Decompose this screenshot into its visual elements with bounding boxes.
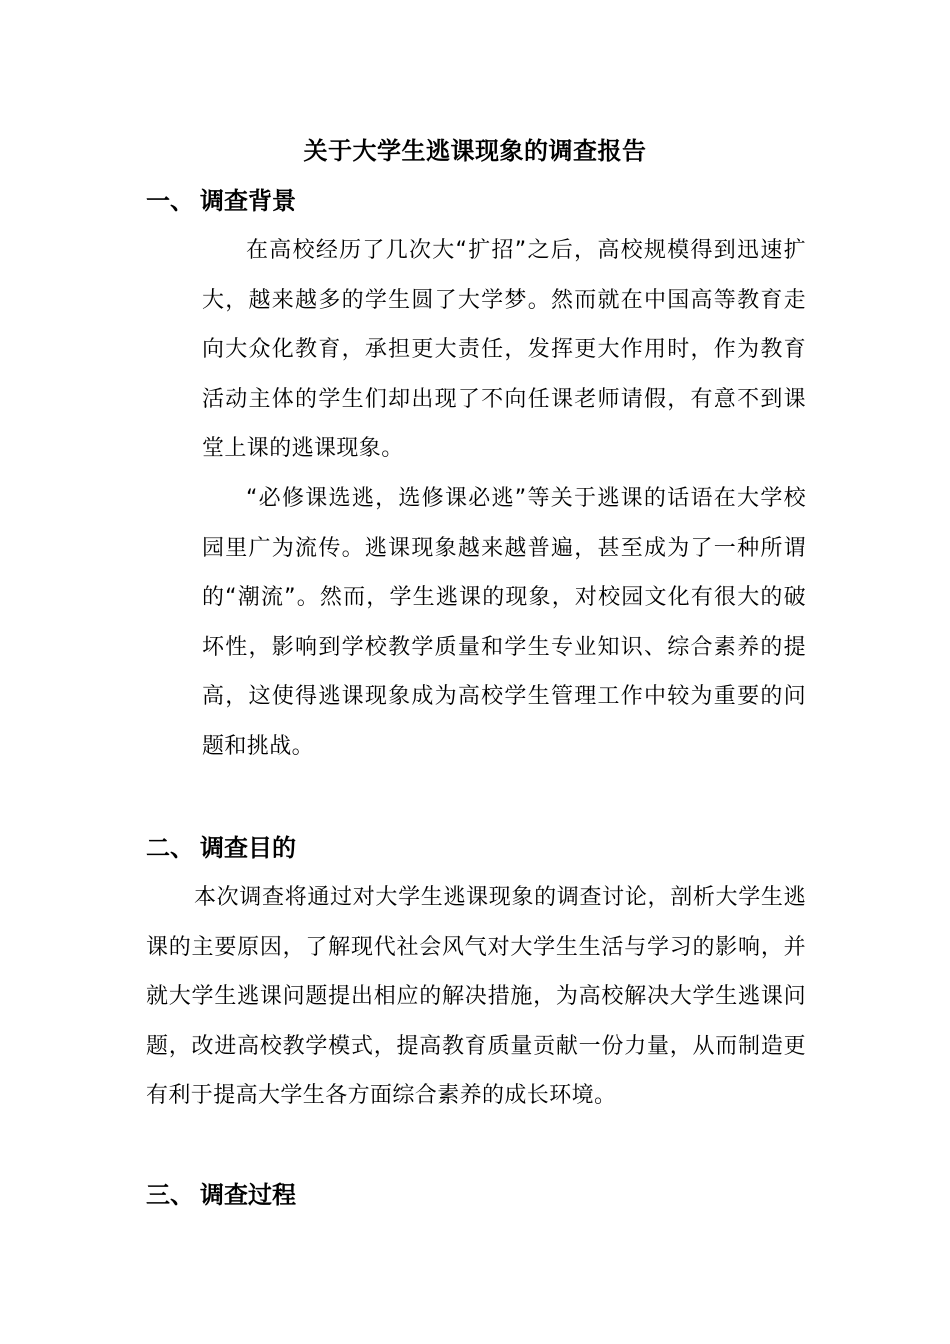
section-title: 调查背景 — [200, 187, 296, 215]
paragraph-purpose: 本次调查将通过对大学生逃课现象的调查讨论，剖析大学生逃课的主要原因，了解现代社会风气对大学生生活与学习的影响，并就大学生逃课问题提出相应的解决措施，为高校解决大学生逃课问题，改进高校教学模式，提高教育质量贡献一份力量，从而制造更有利于提高大学生各方面综合素养的成长环境。 — [146, 885, 806, 1109]
section-number: 二、 — [146, 834, 194, 862]
section-heading-purpose — [146, 831, 296, 865]
section-title: 调查过程 — [200, 1181, 296, 1209]
paragraph-background-1: 在高校经历了几次大“扩招”之后，高校规模得到迅速扩大，越来越多的学生圆了大学梦。然而就在中国高等教育走向大众化教育，承担更大责任，发挥更大作用时，作为教育活动主体的学生们却出现了不向任课老师请假，有意不到课堂上课的逃课现象。 — [202, 238, 806, 462]
document-title: 关于大学生逃课现象的调查报告 — [303, 137, 647, 165]
paragraph-background-2: “必修课选逃，选修课必逃”等关于逃课的话语在大学校园里广为流传。逃课现象越来越普遍，甚至成为了一种所谓的“潮流”。然而，学生逃课的现象，对校园文化有很大的破坏性，影响到学校教学质量和学生专业知识、综合素养的提高，这使得逃课现象成为高校学生管理工作中较为重要的问题和挑战。 — [202, 486, 806, 759]
section-number: 三、 — [146, 1181, 194, 1209]
section-number: 一、 — [146, 187, 194, 215]
section-heading-background — [146, 184, 296, 218]
section-title: 调查目的 — [200, 834, 296, 862]
section-heading-process — [146, 1178, 296, 1212]
